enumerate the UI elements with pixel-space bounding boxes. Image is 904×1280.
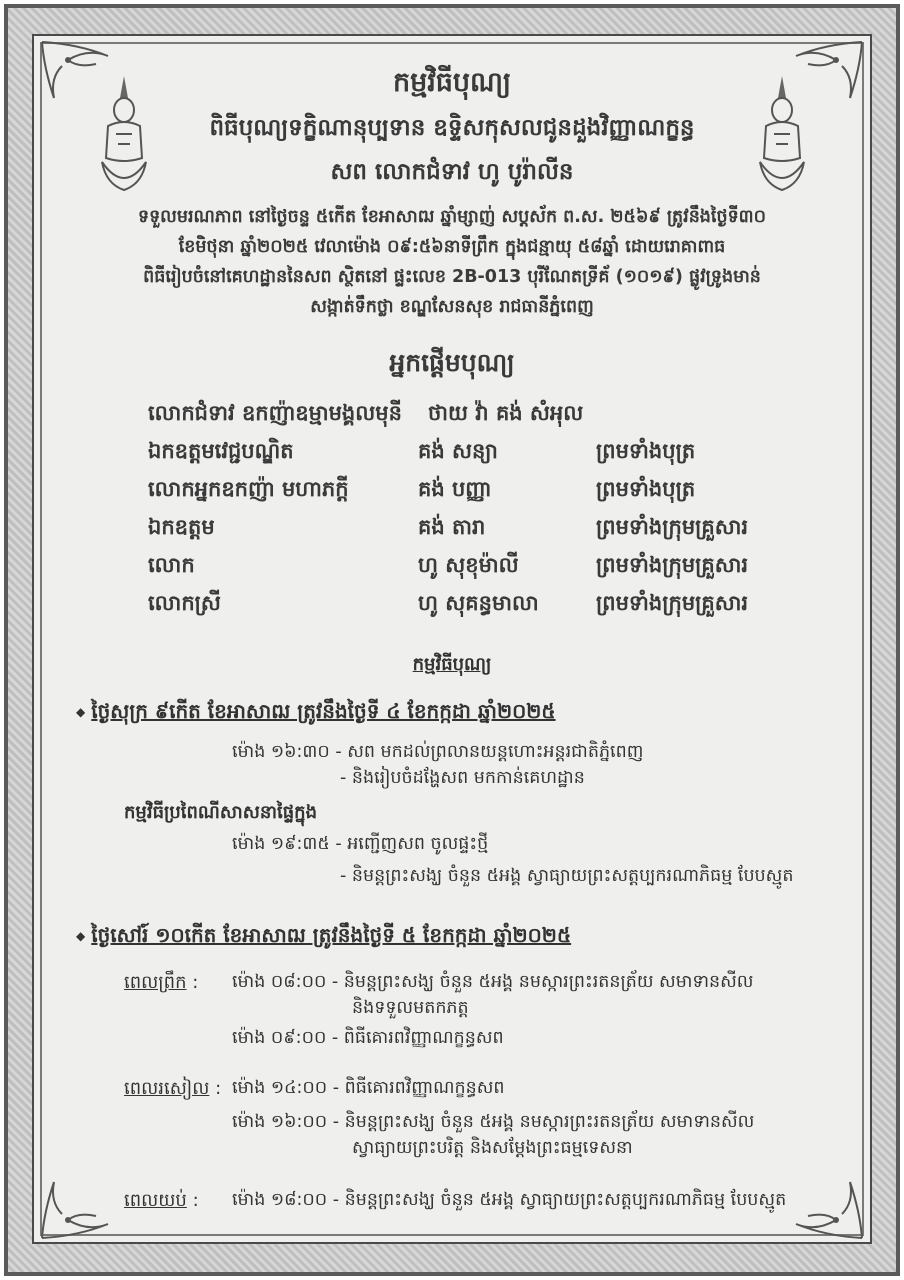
evening-line-1: ម៉ោង ១៨:០០ - និមន្តព្រះសង្ឃ ចំនួន ៥អង្គ ស្វាធ្យាយព្រះសត្តប្បករណាភិធម្ម បែបស្មូត — [232, 1190, 787, 1210]
host-name-2: គង់ សន្យា — [418, 439, 498, 463]
host-note-2: ព្រមទាំងបុត្រ — [596, 439, 696, 463]
bullet-diamond-icon: ◆ — [76, 929, 86, 943]
afternoon-label: ពេលរសៀល : — [124, 1078, 222, 1099]
day1-heading — [76, 698, 556, 728]
host-name-1: ថាយ វ៉ា គង់ សំអុល — [428, 401, 584, 425]
day1-line-3: ម៉ោង ១៩:៣៥ - អញ្ជើញសព ចូលផ្ទះថ្មី — [232, 834, 489, 854]
host-title-3: លោកអ្នកឧកញ៉ា មហាភក្តី — [148, 477, 349, 501]
morning-label: ពេលព្រឹក : — [124, 972, 199, 993]
afternoon-line-2b: ស្វាធ្យាយព្រះបរិត្ត និងសម្តែងព្រះធម្មទេសនា — [352, 1138, 633, 1158]
day1-title: ថ្ងៃសុក្រ ៩កើត ខែអាសាឍ ត្រូវនឹងថ្ងៃទី ៤ ខែកក្កដា ឆ្នាំ២០២៥ — [91, 699, 556, 723]
host-title-5: លោក — [148, 553, 195, 577]
host-note-3: ព្រមទាំងបុត្រ — [596, 477, 696, 501]
day1-line-4: - និមន្តព្រះសង្ឃ ចំនួន ៥អង្គ ស្វាធ្យាយព្រះសត្តប្បករណាភិធម្ម បែបស្មូត — [340, 866, 794, 886]
evening-label: ពេលយប់ : — [124, 1190, 199, 1211]
program-heading: កម្មវិធីបុណ្យ — [412, 654, 492, 675]
day1-line-1: ម៉ោង ១៦:៣០ - សព មកដល់ព្រលានយន្តហោះអន្តរជាតិភ្នំពេញ — [232, 742, 644, 762]
host-name-5: ហូ សុខុម៉ាលី — [418, 553, 519, 577]
host-name-6: ហូ សុគន្ធមាលា — [418, 591, 539, 615]
info-line-3: ពិធីរៀបចំនៅគេហដ្ឋាននៃសព ស្ថិតនៅ ផ្ទះលេខ 2B-013 បុរីណែតទ្រីគ័ (១០១៩) ផ្លូវទ្រូងមាន់ — [143, 267, 761, 287]
host-title-2: ឯកឧត្តមវេជ្ជបណ្ឌិត — [148, 439, 294, 463]
day2-title: ថ្ងៃសៅរ៍ ១០កើត ខែអាសាឍ ត្រូវនឹងថ្ងៃទី ៥ ខែកក្កដា ឆ្នាំ២០២៥ — [91, 923, 572, 947]
deceased-name: សព លោកជំទាវ ហូ បូរ៉ាលីន — [330, 159, 574, 185]
host-title-6: លោកស្រី — [148, 591, 221, 615]
host-note-4: ព្រមទាំងក្រុមគ្រួសារ — [596, 515, 749, 539]
morning-line-1b: និងទទួលមតកភត្ត — [352, 998, 469, 1018]
bullet-diamond-icon: ◆ — [76, 705, 86, 719]
afternoon-line-1: ម៉ោង ១៤:០០ - ពិធីគោរពវិញ្ញាណក្ខន្ធសព — [232, 1078, 505, 1098]
info-line-4: សង្កាត់ទឹកថ្លា ខណ្ឌសែនសុខ រាជធានីភ្នំពេញ — [310, 297, 594, 317]
host-title-1: លោកជំទាវ ឧកញ៉ាឧម្មាមង្គលមុនី — [148, 401, 402, 425]
day2-heading — [76, 922, 571, 952]
host-name-4: គង់ តារា — [418, 515, 486, 539]
hosts-heading: អ្នកផ្តើមបុណ្យ — [389, 348, 515, 377]
info-line-1: ទទួលមរណភាព នៅថ្ងៃចន្ទ ៥កើត ខែអាសាឍ ឆ្នាំម្សាញ់ សប្តស័ក ព.ស. ២៥៦៩ ត្រូវនឹងថ្ងៃទី៣០ — [137, 207, 767, 227]
day1-line-2: - និងរៀបចំដង្ហែសព មកកាន់គេហដ្ឋាន — [340, 768, 585, 788]
host-note-5: ព្រមទាំងក្រុមគ្រួសារ — [596, 553, 749, 577]
host-name-3: គង់ បញ្ញា — [418, 477, 492, 501]
info-line-2: ខែមិថុនា ឆ្នាំ២០២៥ វេលាម៉ោង ០៩:៥៦នាទីព្រឹក ក្នុងជន្មាយុ ៥៨ឆ្នាំ ដោយរោគាពាធ — [178, 237, 726, 257]
ceremony-subtitle: ពិធីបុណ្យទក្ខិណានុប្បទាន ឧទ្ទិសកុសលជូនដួងវិញ្ញាណក្ខន្ធ — [209, 115, 695, 141]
page-title: កម្មវិធីបុណ្យ — [392, 67, 512, 98]
morning-line-1: ម៉ោង ០៨:០០ - និមន្តព្រះសង្ឃ ចំនួន ៥អង្គ នមស្ការព្រះរតនត្រ័យ សមាទានសីល — [232, 972, 754, 992]
day1-subheading: កម្មវិធីប្រពៃណីសាសនាផ្ទៃក្នុង — [124, 802, 318, 823]
morning-line-2: ម៉ោង ០៩:០០ - ពិធីគោរពវិញ្ញាណក្ខន្ធសព — [232, 1028, 504, 1048]
host-note-6: ព្រមទាំងក្រុមគ្រួសារ — [596, 591, 749, 615]
afternoon-line-2: ម៉ោង ១៦:០០ - និមន្តព្រះសង្ឃ ចំនួន ៥អង្គ នមស្ការព្រះរតនត្រ័យ សមាទានសីល — [232, 1112, 755, 1132]
host-title-4: ឯកឧត្តម — [148, 515, 215, 539]
